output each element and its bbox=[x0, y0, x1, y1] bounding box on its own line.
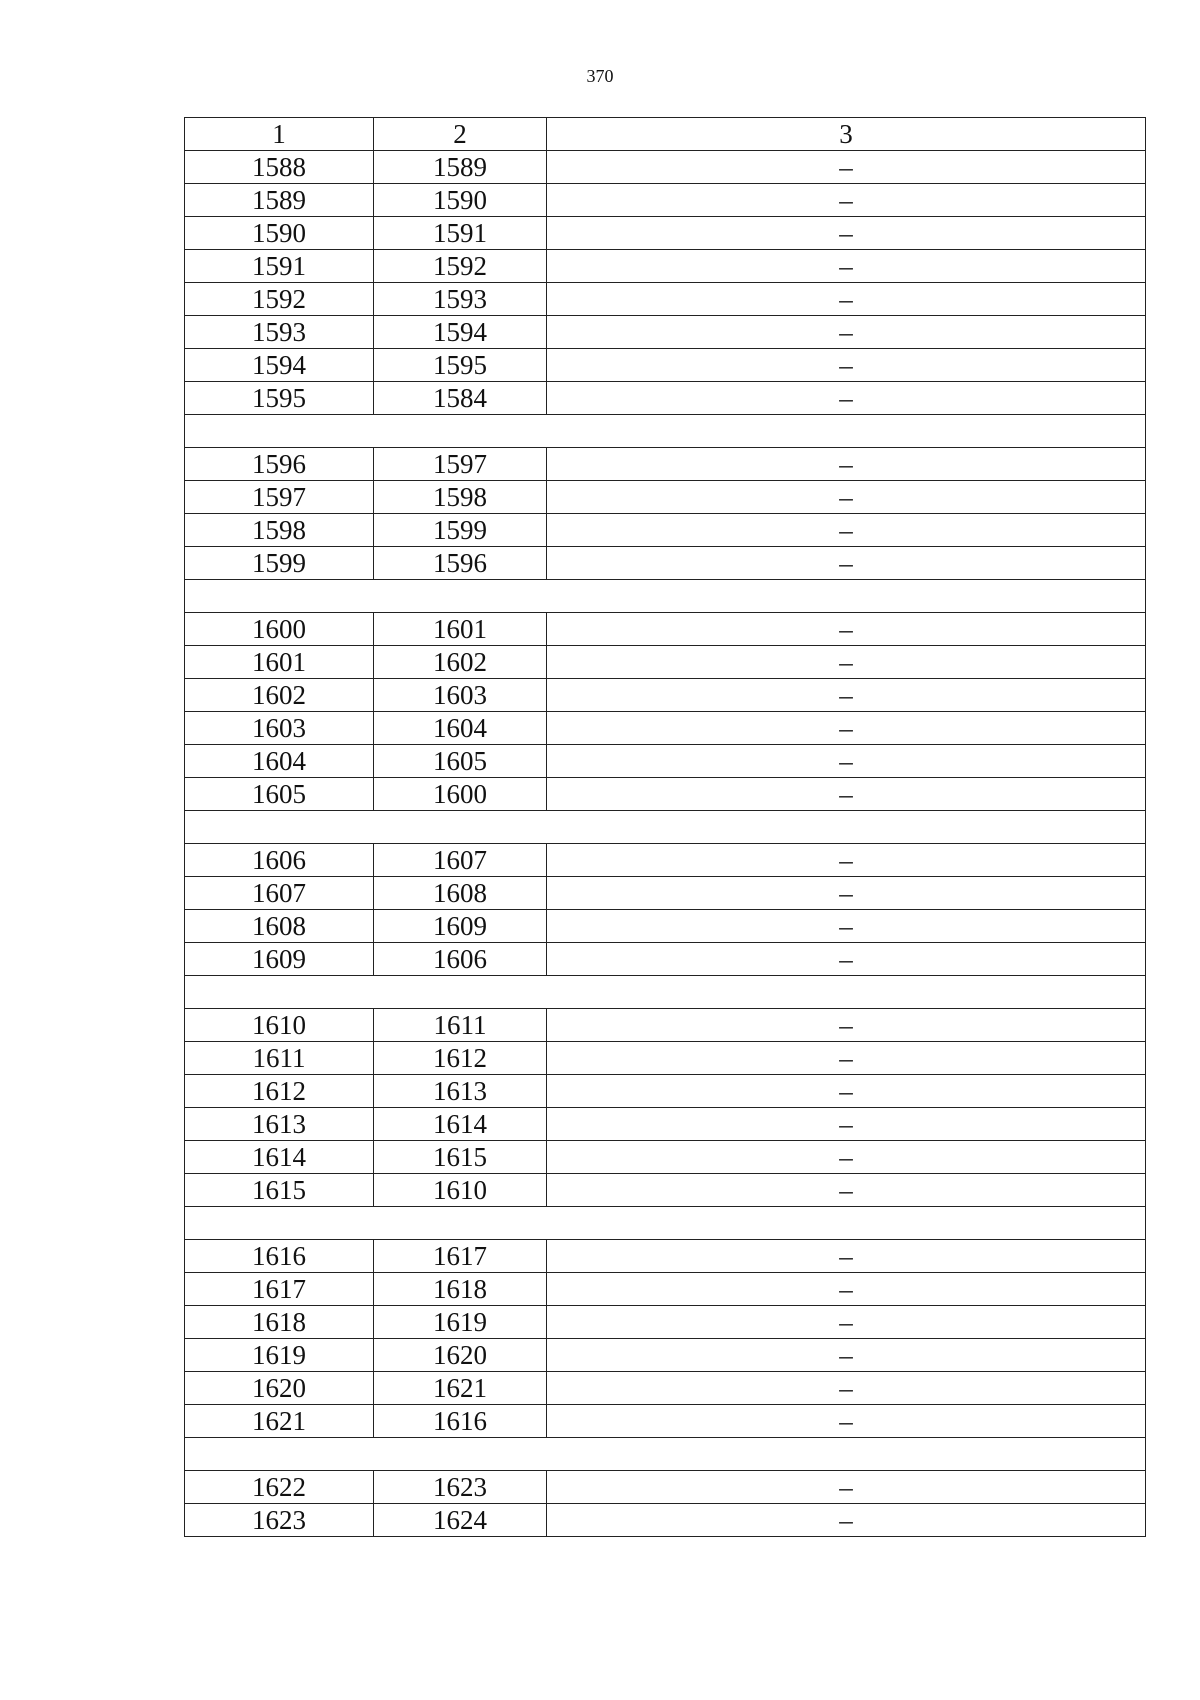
table-row bbox=[185, 382, 1146, 415]
header-cell-2: 2 bbox=[374, 118, 547, 151]
table-body bbox=[185, 118, 1146, 1537]
table-row bbox=[185, 1108, 1146, 1141]
table-cell-col2: 1604 bbox=[374, 712, 547, 745]
table-row bbox=[185, 448, 1146, 481]
table-cell-col3: – bbox=[547, 217, 1146, 250]
table-cell-col3: – bbox=[547, 943, 1146, 976]
separator-cell bbox=[185, 1207, 1146, 1240]
table-cell-col2: 1613 bbox=[374, 1075, 547, 1108]
table-row bbox=[185, 712, 1146, 745]
table-cell-col3: – bbox=[547, 349, 1146, 382]
table-cell-col2: 1589 bbox=[374, 151, 547, 184]
table-cell-col1: 1602 bbox=[185, 679, 374, 712]
data-table bbox=[184, 117, 1146, 1537]
table-row bbox=[185, 646, 1146, 679]
table-cell-col2: 1602 bbox=[374, 646, 547, 679]
table-cell-col1: 1623 bbox=[185, 1504, 374, 1537]
table-cell-col1: 1598 bbox=[185, 514, 374, 547]
table-row bbox=[185, 1273, 1146, 1306]
group-separator-row bbox=[185, 811, 1146, 844]
table-cell-col2: 1610 bbox=[374, 1174, 547, 1207]
table-cell-col1: 1593 bbox=[185, 316, 374, 349]
table-row bbox=[185, 217, 1146, 250]
table-cell-col2: 1620 bbox=[374, 1339, 547, 1372]
table-cell-col1: 1604 bbox=[185, 745, 374, 778]
table-cell-col2: 1623 bbox=[374, 1471, 547, 1504]
table-cell-col2: 1591 bbox=[374, 217, 547, 250]
table-cell-col3: – bbox=[547, 316, 1146, 349]
table-cell-col1: 1621 bbox=[185, 1405, 374, 1438]
table-row bbox=[185, 679, 1146, 712]
table-row bbox=[185, 1339, 1146, 1372]
table-cell-col2: 1621 bbox=[374, 1372, 547, 1405]
table-cell-col3: – bbox=[547, 1009, 1146, 1042]
table-cell-col3: – bbox=[547, 1240, 1146, 1273]
table-cell-col3: – bbox=[547, 382, 1146, 415]
table-cell-col3: – bbox=[547, 1306, 1146, 1339]
table-row bbox=[185, 481, 1146, 514]
table-cell-col2: 1617 bbox=[374, 1240, 547, 1273]
table-cell-col2: 1599 bbox=[374, 514, 547, 547]
table-row bbox=[185, 1372, 1146, 1405]
table-cell-col1: 1600 bbox=[185, 613, 374, 646]
table-cell-col3: – bbox=[547, 151, 1146, 184]
table-cell-col1: 1595 bbox=[185, 382, 374, 415]
table-cell-col1: 1597 bbox=[185, 481, 374, 514]
table-cell-col1: 1596 bbox=[185, 448, 374, 481]
table-cell-col1: 1588 bbox=[185, 151, 374, 184]
table-cell-col1: 1618 bbox=[185, 1306, 374, 1339]
table-cell-col1: 1611 bbox=[185, 1042, 374, 1075]
table-cell-col1: 1620 bbox=[185, 1372, 374, 1405]
table-cell-col3: – bbox=[547, 1273, 1146, 1306]
group-separator-row bbox=[185, 415, 1146, 448]
table-cell-col3: – bbox=[547, 1174, 1146, 1207]
table-cell-col3: – bbox=[547, 514, 1146, 547]
table-cell-col2: 1614 bbox=[374, 1108, 547, 1141]
table-row bbox=[185, 1240, 1146, 1273]
table-row bbox=[185, 1009, 1146, 1042]
table-cell-col3: – bbox=[547, 877, 1146, 910]
table-cell-col2: 1606 bbox=[374, 943, 547, 976]
table-cell-col1: 1591 bbox=[185, 250, 374, 283]
table-cell-col2: 1611 bbox=[374, 1009, 547, 1042]
group-separator-row bbox=[185, 1438, 1146, 1471]
table-cell-col1: 1608 bbox=[185, 910, 374, 943]
table-cell-col2: 1603 bbox=[374, 679, 547, 712]
table-cell-col1: 1605 bbox=[185, 778, 374, 811]
table-cell-col3: – bbox=[547, 250, 1146, 283]
table-cell-col3: – bbox=[547, 1042, 1146, 1075]
table-cell-col3: – bbox=[547, 481, 1146, 514]
table-header-row bbox=[185, 118, 1146, 151]
table-row bbox=[185, 1075, 1146, 1108]
table-row bbox=[185, 778, 1146, 811]
table-cell-col1: 1613 bbox=[185, 1108, 374, 1141]
table-cell-col2: 1618 bbox=[374, 1273, 547, 1306]
table-row bbox=[185, 1471, 1146, 1504]
table-cell-col2: 1590 bbox=[374, 184, 547, 217]
table-cell-col3: – bbox=[547, 679, 1146, 712]
table-cell-col1: 1606 bbox=[185, 844, 374, 877]
table-row bbox=[185, 844, 1146, 877]
table-row bbox=[185, 877, 1146, 910]
table-row bbox=[185, 1405, 1146, 1438]
table-cell-col1: 1607 bbox=[185, 877, 374, 910]
table-row bbox=[185, 1042, 1146, 1075]
group-separator-row bbox=[185, 976, 1146, 1009]
table-cell-col1: 1612 bbox=[185, 1075, 374, 1108]
table-cell-col2: 1592 bbox=[374, 250, 547, 283]
table-cell-col2: 1609 bbox=[374, 910, 547, 943]
header-cell-3: 3 bbox=[547, 118, 1146, 151]
table-row bbox=[185, 1174, 1146, 1207]
table-cell-col1: 1603 bbox=[185, 712, 374, 745]
table-row bbox=[185, 514, 1146, 547]
table-cell-col1: 1590 bbox=[185, 217, 374, 250]
table-row bbox=[185, 283, 1146, 316]
separator-cell bbox=[185, 976, 1146, 1009]
table-row bbox=[185, 1504, 1146, 1537]
table-cell-col3: – bbox=[547, 778, 1146, 811]
table-cell-col1: 1589 bbox=[185, 184, 374, 217]
table-cell-col2: 1598 bbox=[374, 481, 547, 514]
table-row bbox=[185, 1141, 1146, 1174]
table-row bbox=[185, 250, 1146, 283]
table-cell-col2: 1594 bbox=[374, 316, 547, 349]
table-row bbox=[185, 184, 1146, 217]
table-cell-col2: 1597 bbox=[374, 448, 547, 481]
table-cell-col1: 1622 bbox=[185, 1471, 374, 1504]
table-cell-col1: 1601 bbox=[185, 646, 374, 679]
table-cell-col1: 1592 bbox=[185, 283, 374, 316]
page-number: 370 bbox=[586, 66, 614, 86]
table-row bbox=[185, 613, 1146, 646]
table-cell-col2: 1593 bbox=[374, 283, 547, 316]
table-cell-col3: – bbox=[547, 844, 1146, 877]
table-cell-col2: 1605 bbox=[374, 745, 547, 778]
table-cell-col3: – bbox=[547, 1108, 1146, 1141]
table-row bbox=[185, 547, 1146, 580]
table-cell-col2: 1615 bbox=[374, 1141, 547, 1174]
table-cell-col1: 1619 bbox=[185, 1339, 374, 1372]
group-separator-row bbox=[185, 580, 1146, 613]
table-cell-col3: – bbox=[547, 547, 1146, 580]
table-row bbox=[185, 349, 1146, 382]
header-cell-1: 1 bbox=[185, 118, 374, 151]
table-cell-col1: 1599 bbox=[185, 547, 374, 580]
table-cell-col3: – bbox=[547, 613, 1146, 646]
table-cell-col2: 1624 bbox=[374, 1504, 547, 1537]
table-cell-col3: – bbox=[547, 712, 1146, 745]
table-cell-col3: – bbox=[547, 184, 1146, 217]
table-cell-col3: – bbox=[547, 1339, 1146, 1372]
table-cell-col2: 1607 bbox=[374, 844, 547, 877]
table-row bbox=[185, 151, 1146, 184]
table-cell-col3: – bbox=[547, 1372, 1146, 1405]
table-cell-col3: – bbox=[547, 448, 1146, 481]
table-cell-col2: 1612 bbox=[374, 1042, 547, 1075]
table-cell-col2: 1584 bbox=[374, 382, 547, 415]
table-cell-col2: 1616 bbox=[374, 1405, 547, 1438]
table-cell-col3: – bbox=[547, 1504, 1146, 1537]
group-separator-row bbox=[185, 1207, 1146, 1240]
table-cell-col3: – bbox=[547, 745, 1146, 778]
table-cell-col1: 1609 bbox=[185, 943, 374, 976]
table-cell-col3: – bbox=[547, 910, 1146, 943]
table-cell-col2: 1595 bbox=[374, 349, 547, 382]
separator-cell bbox=[185, 811, 1146, 844]
table-cell-col2: 1596 bbox=[374, 547, 547, 580]
table-cell-col2: 1619 bbox=[374, 1306, 547, 1339]
table-row bbox=[185, 316, 1146, 349]
table-cell-col1: 1616 bbox=[185, 1240, 374, 1273]
table-row bbox=[185, 910, 1146, 943]
table-cell-col3: – bbox=[547, 1075, 1146, 1108]
table-cell-col3: – bbox=[547, 1471, 1146, 1504]
table-row bbox=[185, 745, 1146, 778]
table-row bbox=[185, 1306, 1146, 1339]
table-cell-col1: 1617 bbox=[185, 1273, 374, 1306]
table-cell-col2: 1600 bbox=[374, 778, 547, 811]
table-cell-col1: 1615 bbox=[185, 1174, 374, 1207]
table-cell-col3: – bbox=[547, 1405, 1146, 1438]
separator-cell bbox=[185, 580, 1146, 613]
table-cell-col3: – bbox=[547, 646, 1146, 679]
separator-cell bbox=[185, 1438, 1146, 1471]
table-cell-col1: 1610 bbox=[185, 1009, 374, 1042]
table-cell-col3: – bbox=[547, 1141, 1146, 1174]
table-cell-col3: – bbox=[547, 283, 1146, 316]
separator-cell bbox=[185, 415, 1146, 448]
table-row bbox=[185, 943, 1146, 976]
table-cell-col1: 1594 bbox=[185, 349, 374, 382]
table-cell-col1: 1614 bbox=[185, 1141, 374, 1174]
table-cell-col2: 1608 bbox=[374, 877, 547, 910]
table-cell-col2: 1601 bbox=[374, 613, 547, 646]
